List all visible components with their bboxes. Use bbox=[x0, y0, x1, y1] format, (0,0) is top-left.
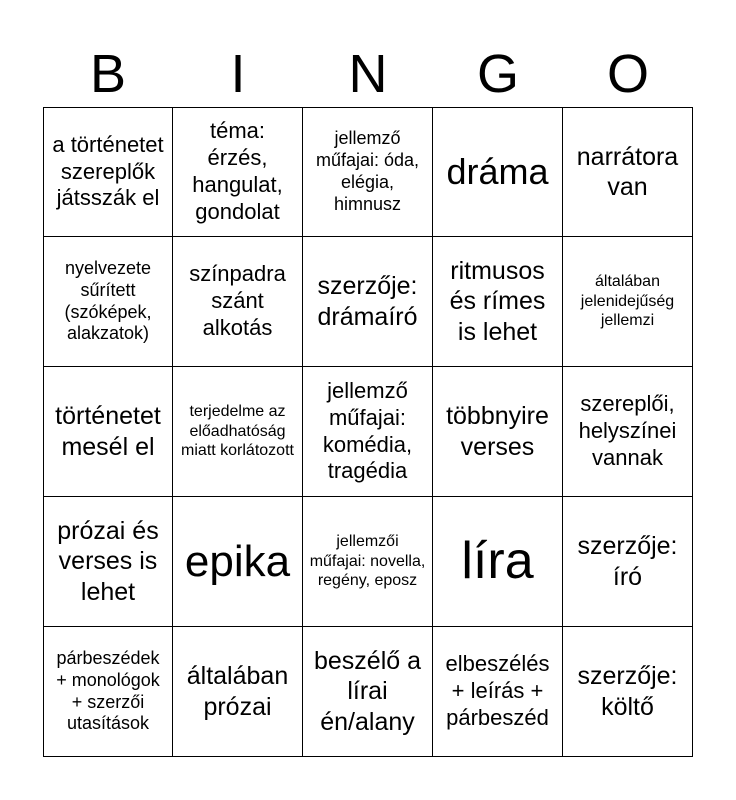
bingo-cell[interactable]: prózai és verses is lehet bbox=[43, 497, 173, 627]
header-letter-n: N bbox=[348, 44, 388, 104]
bingo-cell[interactable]: téma: érzés, hangulat, gondolat bbox=[173, 107, 303, 237]
bingo-cell[interactable]: általában jelenidejűség jellemzi bbox=[563, 237, 693, 367]
bingo-cell[interactable]: epika bbox=[173, 497, 303, 627]
bingo-board bbox=[43, 107, 693, 757]
bingo-cell[interactable]: általában prózai bbox=[173, 627, 303, 757]
bingo-cell[interactable]: dráma bbox=[433, 107, 563, 237]
header-letter-i: I bbox=[230, 44, 246, 104]
header-letter-g: G bbox=[476, 44, 519, 104]
bingo-cell[interactable]: szerzője: drámaíró bbox=[303, 237, 433, 367]
bingo-header bbox=[43, 40, 693, 108]
bingo-cell[interactable]: szerzője: költő bbox=[563, 627, 693, 757]
bingo-cell[interactable]: terjedelme az előadhatóság miatt korlátozott bbox=[173, 367, 303, 497]
bingo-cell[interactable]: elbeszélés + leírás + párbeszéd bbox=[433, 627, 563, 757]
bingo-cell[interactable]: a történetet szereplők játsszák el bbox=[43, 107, 173, 237]
bingo-cell[interactable]: nyelvezete sűrített (szóképek, alakzatok) bbox=[43, 237, 173, 367]
bingo-cell[interactable]: jellemző műfajai: komédia, tragédia bbox=[303, 367, 433, 497]
bingo-cell[interactable]: színpadra szánt alkotás bbox=[173, 237, 303, 367]
bingo-cell[interactable]: szerzője: író bbox=[563, 497, 693, 627]
bingo-cell[interactable]: líra bbox=[433, 497, 563, 627]
bingo-cell[interactable]: párbeszédek + monológok + szerzői utasítások bbox=[43, 627, 173, 757]
header-letter-o: O bbox=[606, 44, 649, 104]
bingo-cell[interactable]: beszélő a lírai én/alany bbox=[303, 627, 433, 757]
bingo-cell[interactable]: ritmusos és rímes is lehet bbox=[433, 237, 563, 367]
bingo-cell[interactable]: többnyire verses bbox=[433, 367, 563, 497]
header-letter-b: B bbox=[89, 44, 127, 104]
bingo-cell[interactable]: jellemzői műfajai: novella, regény, eposz bbox=[303, 497, 433, 627]
bingo-cell[interactable]: szereplői, helyszínei vannak bbox=[563, 367, 693, 497]
bingo-cell[interactable]: jellemző műfajai: óda, elégia, himnusz bbox=[303, 107, 433, 237]
bingo-cell[interactable]: történetet mesél el bbox=[43, 367, 173, 497]
bingo-cell[interactable]: narrátora van bbox=[563, 107, 693, 237]
